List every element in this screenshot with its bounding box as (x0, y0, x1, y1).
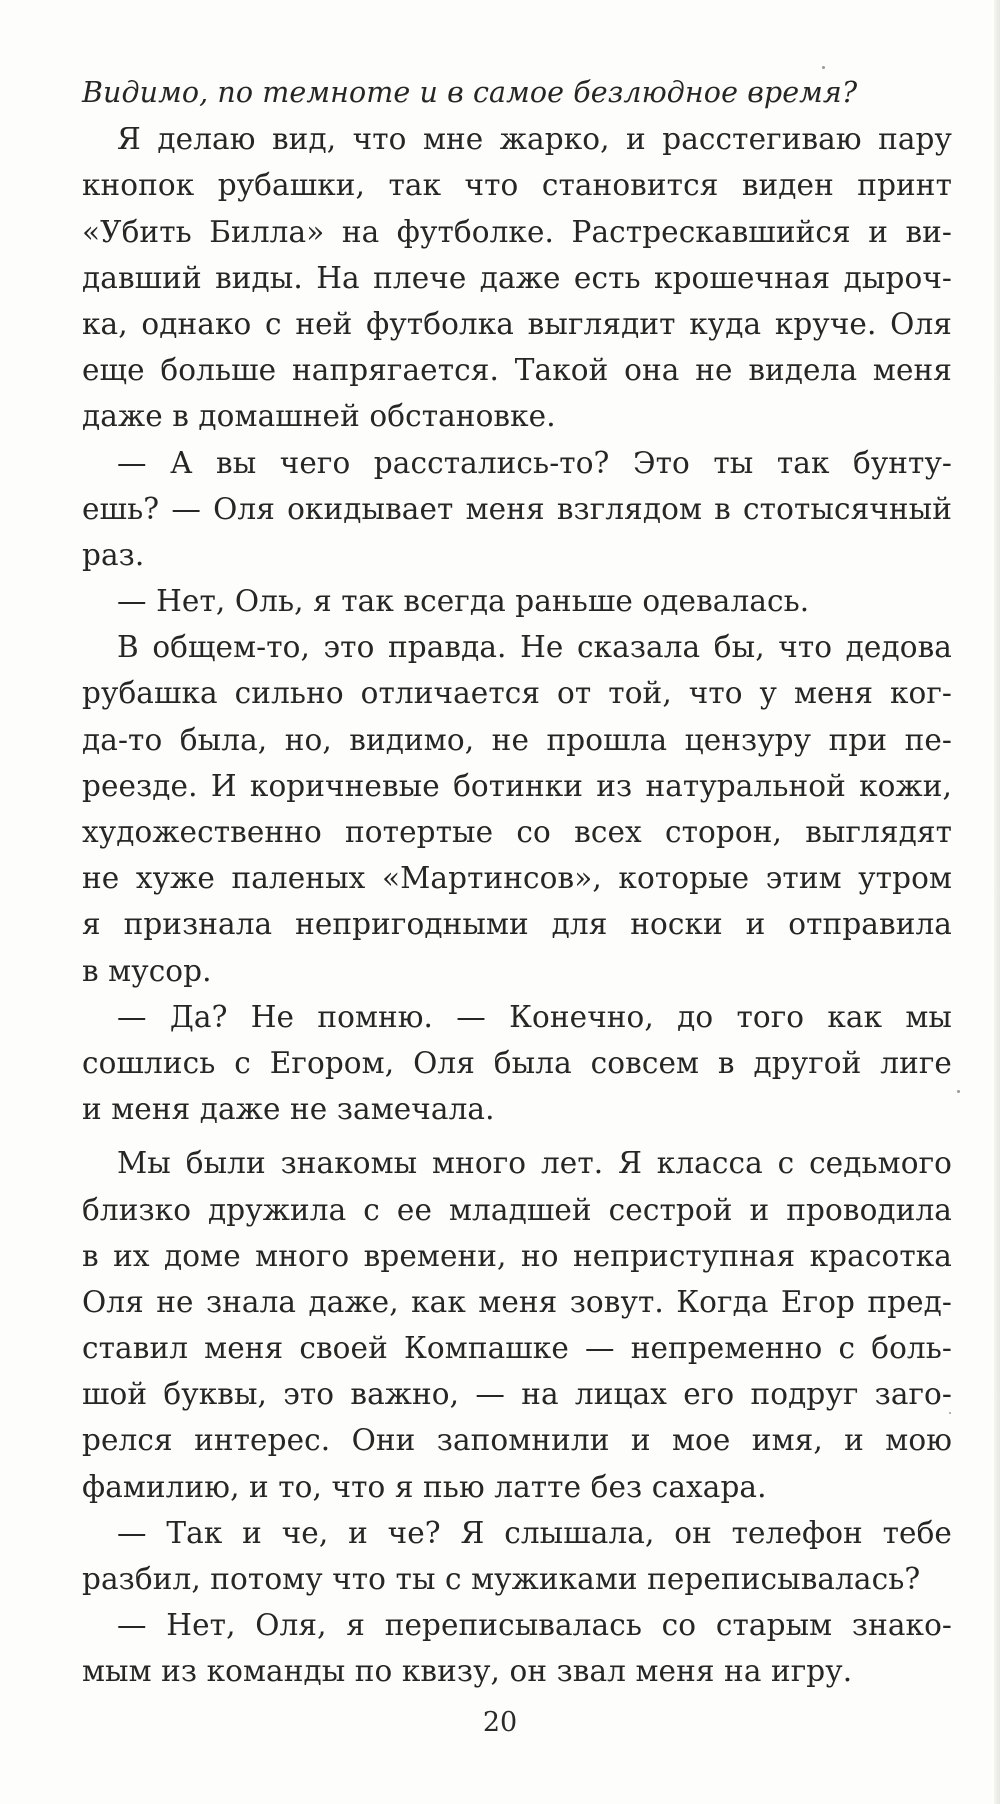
body-text (82, 70, 952, 1695)
text-line: сошлись с Егором, Оля была совсем в другой лиге (82, 1045, 952, 1080)
text-line: раз. (82, 537, 145, 572)
page-edge (994, 0, 1000, 1804)
text-line: шой буквы, это важно, — на лицах его подруг заго- (82, 1377, 952, 1412)
text-line: не хуже паленых «Мартинсов», которые этим утром (82, 861, 952, 896)
text-line: да-то была, но, видимо, не прошла цензуру при пе- (82, 722, 952, 757)
text-line: кнопок рубашки, так что становится виден принт (82, 168, 952, 203)
text-line: Я делаю вид, что мне жарко, и расстегиваю пару (117, 122, 952, 157)
text-line: — Нет, Оля, я переписывалась со старым знако- (117, 1608, 952, 1643)
text-line: я признала непригодными для носки и отправила (82, 907, 952, 942)
text-line: и меня даже не замечала. (82, 1092, 495, 1127)
text-line: художественно потертые со всех сторон, выглядят (82, 815, 952, 849)
text-line: реезде. И коричневые ботинки из натуральной кожи, (82, 768, 952, 803)
text-line: Оля не знала даже, как меня зовут. Когда Егор пред- (82, 1284, 952, 1319)
text-line: «Убить Билла» на футболке. Растрескавшийся и ви- (82, 214, 952, 249)
text-line: — Так и че, и че? Я слышала, он телефон тебе (117, 1515, 952, 1550)
text-line: давший виды. На плече даже есть крошечная дыроч- (82, 260, 952, 295)
text-line: — Нет, Оль, я так всегда раньше одевалась. (117, 584, 810, 619)
text-line: — Да? Не помню. — Конечно, до того как мы (117, 999, 952, 1034)
text-line: мым из команды по квизу, он звал меня на игру. (82, 1654, 853, 1689)
text-line: Видимо, по темноте и в самое безлюдное время? (82, 76, 858, 109)
text-line: даже в домашней обстановке. (82, 399, 556, 434)
text-line: разбил, потому что ты с мужиками переписывалась? (82, 1562, 921, 1596)
text-line: близко дружила с ее младшей сестрой и проводила (82, 1192, 952, 1227)
page-number: 20 (482, 1707, 518, 1738)
text-line: рубашка сильно отличается от той, что у меня ког- (82, 676, 952, 711)
text-line: ешь? — Оля окидывает меня взглядом в стотысячный (82, 491, 952, 526)
paragraph-gap (82, 1132, 952, 1140)
text-line: В общем-то, это правда. Не сказала бы, что дедова (117, 630, 952, 665)
text-line: релся интерес. Они запомнили и мое имя, и мою (82, 1423, 952, 1458)
text-line: в мусор. (82, 953, 212, 988)
text-line: Мы были знакомы много лет. Я класса с седьмого (117, 1146, 952, 1181)
text-line: ставил меня своей Компашке — непременно с боль- (82, 1331, 952, 1366)
text-line: — А вы чего расстались-то? Это ты так бунту- (117, 445, 952, 480)
text-line: в их доме много времени, но неприступная красотка (82, 1238, 952, 1273)
text-line: еще больше напрягается. Такой она не видела меня (82, 353, 952, 388)
text-line: ка, однако с ней футболка выглядит куда круче. Оля (82, 306, 952, 341)
paper-speck (822, 66, 825, 69)
text-line: фамилию, и то, что я пью латте без сахара. (82, 1469, 767, 1504)
paper-speck (957, 1090, 960, 1093)
